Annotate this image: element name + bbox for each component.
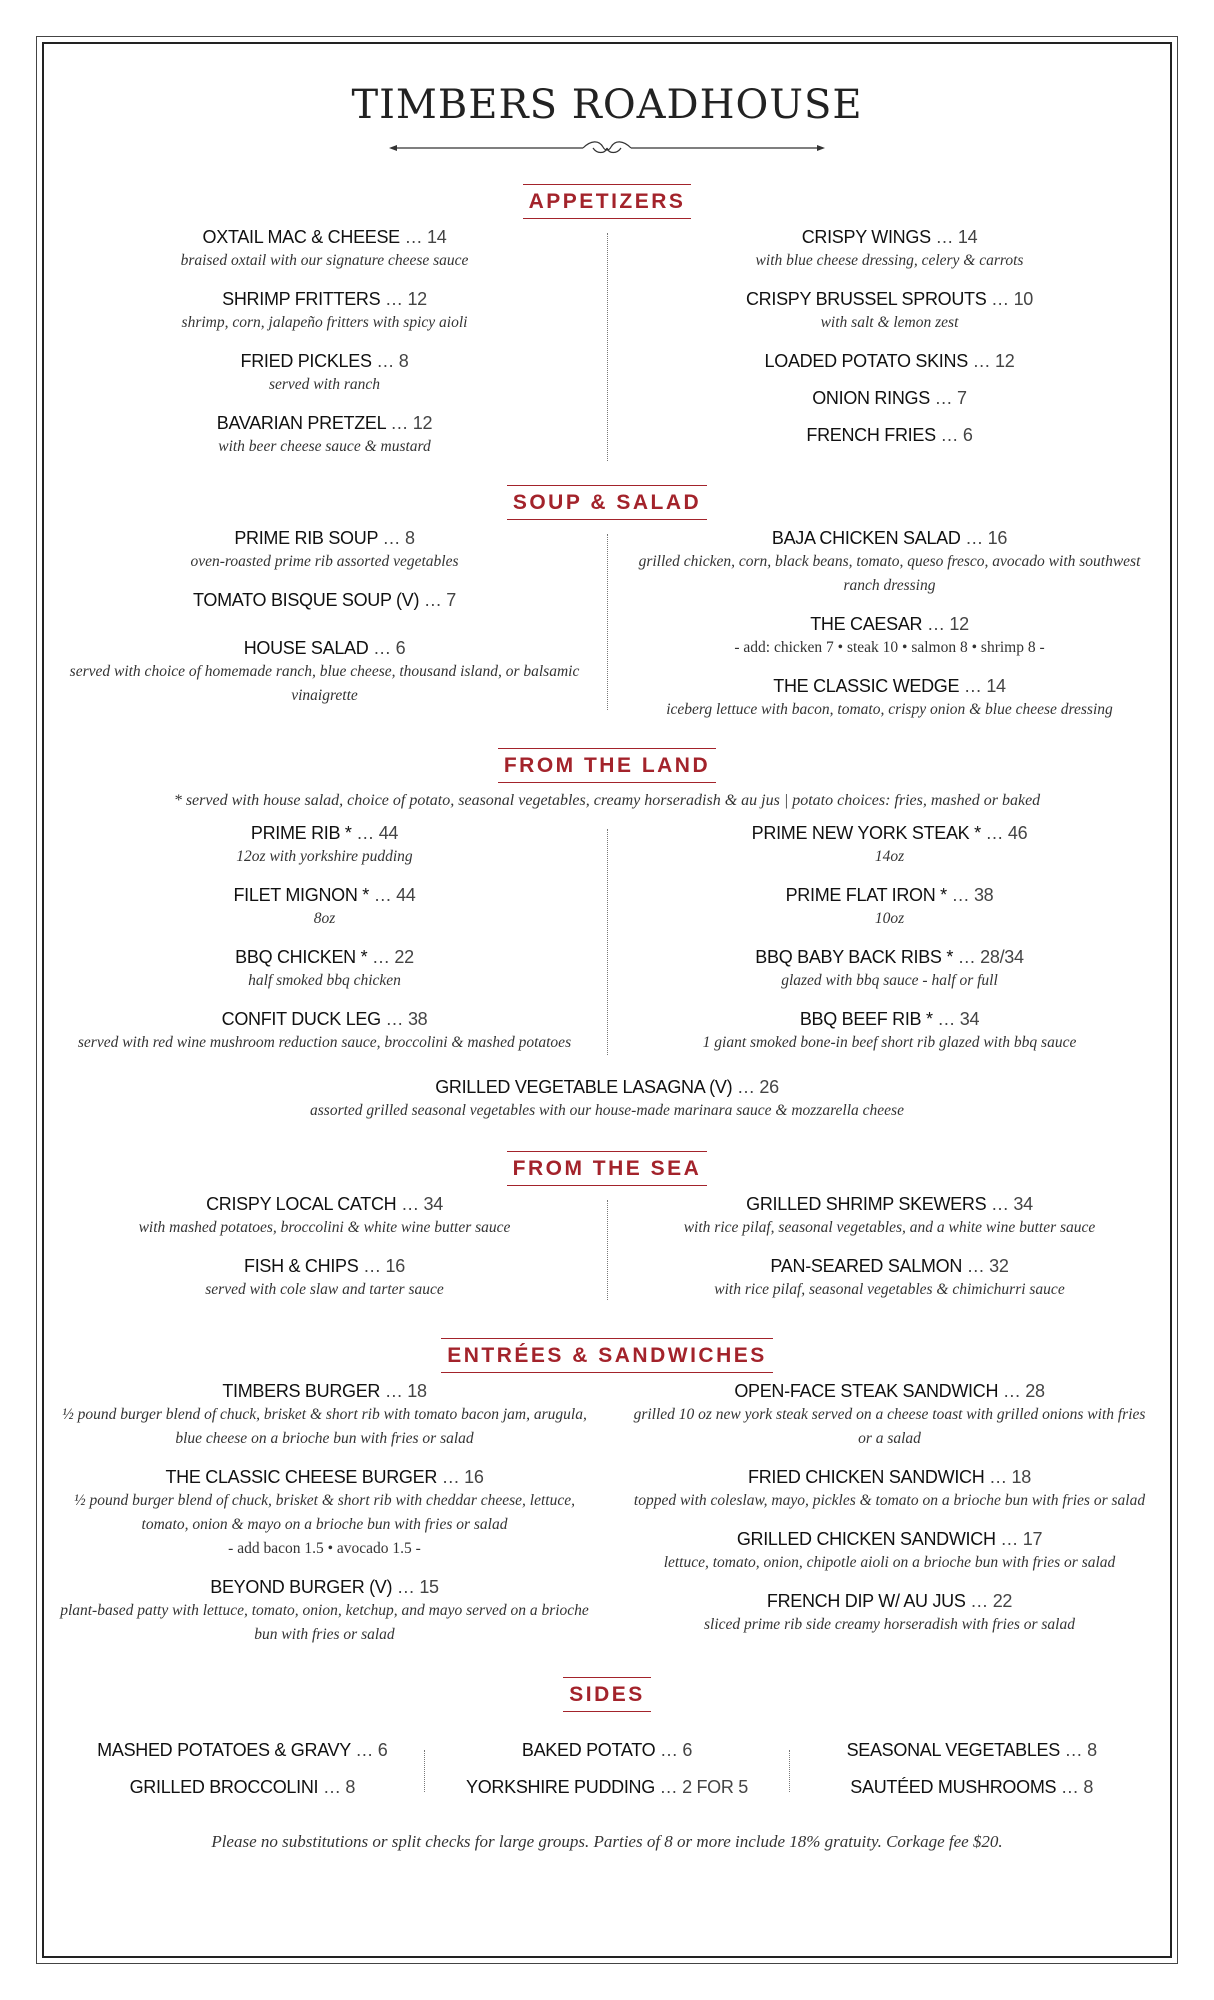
item-name: SEASONAL VEGETABLES xyxy=(846,1740,1060,1760)
item-price: 18 xyxy=(407,1381,427,1401)
from-the-land-right-column xyxy=(607,821,1154,1069)
item-description: served with cole slaw and tarter sauce xyxy=(205,1281,444,1298)
item-price: 32 xyxy=(989,1256,1009,1276)
menu-item: FRENCH FRIES … 6 xyxy=(806,425,973,445)
ornament-divider xyxy=(387,138,827,158)
item-description: ½ pound burger blend of chuck, brisket & short rib with tomato bacon jam, arugula, blue cheese on a brioche bun with fries or salad xyxy=(62,1406,587,1447)
item-price: 8 xyxy=(1083,1777,1094,1797)
item-name: PRIME NEW YORK STEAK * xyxy=(751,823,981,843)
item-price: 8 xyxy=(398,351,409,371)
item-description: with blue cheese dressing, celery & carrots xyxy=(755,252,1024,269)
item-description: served with red wine mushroom reduction sauce, broccolini & mashed potatoes xyxy=(77,1034,572,1051)
item-price: 46 xyxy=(1007,823,1028,843)
menu-item: CRISPY WINGS … 14 with blue cheese dressing, celery & carrots xyxy=(625,225,1154,273)
item-name: THE CLASSIC CHEESE BURGER xyxy=(165,1467,438,1487)
menu-item: GRILLED CHICKEN SANDWICH … 17 lettuce, tomato, onion, chipotle aioli on a brioche bun with fries or salad xyxy=(625,1527,1154,1575)
item-description: with mashed potatoes, broccolini & white wine butter sauce xyxy=(138,1219,511,1236)
item-price: 12 xyxy=(407,289,427,309)
from-the-sea-columns xyxy=(60,1192,1154,1316)
section-from-the-land xyxy=(60,748,1154,1123)
item-name: CRISPY LOCAL CATCH xyxy=(206,1194,397,1214)
item-name: MASHED POTATOES & GRAVY xyxy=(97,1740,351,1760)
item-name: FRIED PICKLES xyxy=(240,351,372,371)
menu-item: SHRIMP FRITTERS … 12 shrimp, corn, jalapeño fritters with spicy aioli xyxy=(60,287,589,335)
menu-item: OPEN-FACE STEAK SANDWICH … 28 grilled 10 oz new york steak served on a cheese toast with grilled onions with fries or a salad xyxy=(625,1379,1154,1451)
item-price: 14 xyxy=(427,227,447,247)
item-name: PAN-SEARED SALMON xyxy=(770,1256,963,1276)
menu-item: TIMBERS BURGER … 18 ½ pound burger blend of chuck, brisket & short rib with tomato bacon jam, arugula, blue cheese on a brioche bun with fries or salad xyxy=(60,1379,589,1451)
section-title-sides: SIDES xyxy=(563,1677,651,1712)
item-price: 16 xyxy=(987,528,1008,548)
item-price: 17 xyxy=(1022,1529,1043,1549)
item-name: CRISPY BRUSSEL SPROUTS xyxy=(745,289,987,309)
menu-item: GRILLED SHRIMP SKEWERS … 34 with rice pilaf, seasonal vegetables, and a white wine butter sauce xyxy=(625,1192,1154,1240)
item-description: 12oz with yorkshire pudding xyxy=(236,848,413,865)
item-description: shrimp, corn, jalapeño fritters with spicy aioli xyxy=(181,314,468,331)
item-description: with rice pilaf, seasonal vegetables, and a white wine butter sauce xyxy=(683,1219,1096,1236)
column-divider xyxy=(607,829,608,1055)
item-description: sliced prime rib side creamy horseradish with fries or salad xyxy=(704,1616,1075,1633)
item-price: 10 xyxy=(1013,289,1033,309)
item-description: with salt & lemon zest xyxy=(820,314,959,331)
item-price: 22 xyxy=(992,1591,1013,1611)
item-price: 28/34 xyxy=(980,947,1024,967)
section-heading xyxy=(60,1677,1154,1712)
menu-item: PRIME RIB * … 44 12oz with yorkshire pudding xyxy=(60,821,589,869)
column-divider xyxy=(607,534,608,710)
section-title-appetizers: APPETIZERS xyxy=(523,184,692,219)
section-heading xyxy=(60,1151,1154,1186)
item-name: FRENCH FRIES xyxy=(806,425,936,445)
menu-item: BBQ BEEF RIB * … 34 1 giant smoked bone-in beef short rib glazed with bbq sauce xyxy=(625,1007,1154,1055)
item-description: with beer cheese sauce & mustard xyxy=(218,438,431,455)
menu-item: CRISPY LOCAL CATCH … 34 with mashed potatoes, broccolini & white wine butter sauce xyxy=(60,1192,589,1240)
item-price: 34 xyxy=(1013,1194,1033,1214)
item-addon: - add: chicken 7 • steak 10 • salmon 8 • shrimp 8 - xyxy=(734,639,1045,656)
section-heading xyxy=(60,184,1154,219)
item-price: 14 xyxy=(986,676,1006,696)
menu-item: PRIME RIB SOUP … 8 oven-roasted prime rib assorted vegetables xyxy=(60,526,589,574)
item-description: with rice pilaf, seasonal vegetables & chimichurri sauce xyxy=(714,1281,1065,1298)
item-description: glazed with bbq sauce - half or full xyxy=(781,972,998,989)
section-heading xyxy=(60,748,1154,783)
item-price: 6 xyxy=(377,1740,388,1760)
menu-item: OXTAIL MAC & CHEESE … 14 braised oxtail with our signature cheese sauce xyxy=(60,225,589,273)
item-name: OXTAIL MAC & CHEESE xyxy=(202,227,400,247)
item-price: 12 xyxy=(949,614,969,634)
item-price: 7 xyxy=(957,388,967,408)
item-name: GRILLED SHRIMP SKEWERS xyxy=(746,1194,987,1214)
entrees-columns xyxy=(60,1379,1154,1661)
item-price: 7 xyxy=(446,590,456,610)
item-name: BBQ CHICKEN * xyxy=(235,947,368,967)
item-price: 15 xyxy=(419,1577,439,1597)
section-title-from-the-sea: FROM THE SEA xyxy=(507,1151,708,1186)
menu-item: FRIED PICKLES … 8 served with ranch xyxy=(60,349,589,397)
item-name: PRIME RIB * xyxy=(250,823,352,843)
menu-item: FISH & CHIPS … 16 served with cole slaw and tarter sauce xyxy=(60,1254,589,1302)
item-name: GRILLED BROCCOLINI xyxy=(129,1777,319,1797)
menu-item: PRIME FLAT IRON * … 38 10oz xyxy=(625,883,1154,931)
side-item: MASHED POTATOES & GRAVY … 6 xyxy=(97,1740,388,1760)
soup-salad-columns xyxy=(60,526,1154,736)
menu-item: FRENCH DIP W/ AU JUS … 22 sliced prime rib side creamy horseradish with fries or salad xyxy=(625,1589,1154,1637)
side-item: SEASONAL VEGETABLES … 8 xyxy=(846,1740,1097,1760)
menu-item: BAVARIAN PRETZEL … 12 with beer cheese sauce & mustard xyxy=(60,411,589,459)
item-description: lettuce, tomato, onion, chipotle aioli on a brioche bun with fries or salad xyxy=(663,1554,1116,1571)
item-name: HOUSE SALAD xyxy=(243,638,369,658)
section-title-soup-salad: SOUP & SALAD xyxy=(507,485,707,520)
item-price: 6 xyxy=(962,425,973,445)
item-name: GRILLED CHICKEN SANDWICH xyxy=(736,1529,996,1549)
menu-item: TOMATO BISQUE SOUP (V) … 7 xyxy=(193,590,456,610)
item-price: 16 xyxy=(464,1467,484,1487)
item-price: 28 xyxy=(1025,1381,1045,1401)
menu-item-centered: GRILLED VEGETABLE LASAGNA (V) … 26 assorted grilled seasonal vegetables with our house-made marinara sauce & mozzarella cheese xyxy=(60,1075,1154,1123)
item-price: 22 xyxy=(394,947,414,967)
menu-item: THE CLASSIC WEDGE … 14 iceberg lettuce with bacon, tomato, crispy onion & blue cheese dressing xyxy=(625,674,1154,722)
item-description: served with choice of homemade ranch, blue cheese, thousand island, or balsamic vinaigrette xyxy=(69,663,580,704)
sides-column-2 xyxy=(425,1738,790,1812)
item-name: TOMATO BISQUE SOUP (V) xyxy=(193,590,420,610)
menu-item: THE CAESAR … 12 - add: chicken 7 • steak 10 • salmon 8 • shrimp 8 - xyxy=(625,612,1154,660)
column-divider xyxy=(789,1750,790,1792)
section-appetizers xyxy=(60,184,1154,473)
item-description: half smoked bbq chicken xyxy=(248,972,401,989)
menu-item: CONFIT DUCK LEG … 38 served with red wine mushroom reduction sauce, broccolini & mashed potatoes xyxy=(60,1007,589,1055)
item-name: PRIME RIB SOUP xyxy=(234,528,378,548)
item-name: CRISPY WINGS xyxy=(801,227,931,247)
menu-item: FILET MIGNON * … 44 8oz xyxy=(60,883,589,931)
item-price: 6 xyxy=(395,638,406,658)
entrees-right-column xyxy=(607,1379,1154,1661)
item-description: braised oxtail with our signature cheese sauce xyxy=(180,252,469,269)
item-price: 26 xyxy=(759,1077,779,1097)
item-name: BBQ BEEF RIB * xyxy=(799,1009,933,1029)
from-the-sea-right-column xyxy=(607,1192,1154,1316)
item-name: THE CLASSIC WEDGE xyxy=(773,676,960,696)
item-name: FILET MIGNON * xyxy=(233,885,369,905)
item-description: 14oz xyxy=(874,848,905,865)
item-price: 44 xyxy=(378,823,399,843)
item-price: 16 xyxy=(385,1256,405,1276)
item-description: grilled 10 oz new york steak served on a cheese toast with grilled onions with fries or a salad xyxy=(633,1406,1146,1447)
item-price: 8 xyxy=(404,528,415,548)
column-divider xyxy=(607,233,608,461)
item-price: 34 xyxy=(959,1009,980,1029)
menu-item: PAN-SEARED SALMON … 32 with rice pilaf, seasonal vegetables & chimichurri sauce xyxy=(625,1254,1154,1302)
item-price: 14 xyxy=(957,227,978,247)
item-name: LOADED POTATO SKINS xyxy=(764,351,968,371)
from-the-land-left-column xyxy=(60,821,607,1069)
item-name: BBQ BABY BACK RIBS * xyxy=(755,947,954,967)
section-title-from-the-land: FROM THE LAND xyxy=(498,748,716,783)
item-price: 38 xyxy=(973,885,994,905)
item-description: topped with coleslaw, mayo, pickles & tomato on a brioche bun with fries or salad xyxy=(633,1492,1146,1509)
section-heading xyxy=(60,1338,1154,1373)
item-description: assorted grilled seasonal vegetables with our house-made marinara sauce & mozzarella cheese xyxy=(310,1102,904,1119)
menu-item: BBQ BABY BACK RIBS * … 28/34 glazed with bbq sauce - half or full xyxy=(625,945,1154,993)
menu-item: FRIED CHICKEN SANDWICH … 18 topped with coleslaw, mayo, pickles & tomato on a brioche bun with fries or salad xyxy=(625,1465,1154,1513)
column-divider xyxy=(607,1200,608,1300)
item-description: ½ pound burger blend of chuck, brisket & short rib with cheddar cheese, lettuce, tomato, onion & mayo on a brioche bun with fries or salad xyxy=(74,1492,575,1533)
item-description: iceberg lettuce with bacon, tomato, crispy onion & blue cheese dressing xyxy=(666,701,1113,718)
sides-columns xyxy=(60,1738,1154,1812)
section-sides xyxy=(60,1677,1154,1812)
item-price: 12 xyxy=(412,413,433,433)
item-name: THE CAESAR xyxy=(810,614,923,634)
column-divider xyxy=(424,1750,425,1792)
item-name: FISH & CHIPS xyxy=(244,1256,359,1276)
menu-item: PRIME NEW YORK STEAK * … 46 14oz xyxy=(625,821,1154,869)
side-item: YORKSHIRE PUDDING … 2 FOR 5 xyxy=(466,1777,748,1797)
item-description: 10oz xyxy=(874,910,905,927)
item-name: CONFIT DUCK LEG xyxy=(221,1009,381,1029)
item-addon: - add bacon 1.5 • avocado 1.5 - xyxy=(228,1540,421,1557)
from-the-sea-left-column xyxy=(60,1192,607,1316)
section-note: * served with house salad, choice of potato, seasonal vegetables, creamy horseradish & au jus | potato choices: fries, mashed or baked xyxy=(173,792,1041,809)
item-price: 6 xyxy=(682,1740,693,1760)
item-description: 8oz xyxy=(313,910,336,927)
appetizers-right-column xyxy=(607,225,1154,473)
section-soup-salad xyxy=(60,485,1154,736)
sides-column-3 xyxy=(789,1738,1154,1812)
appetizers-columns xyxy=(60,225,1154,473)
item-description: served with ranch xyxy=(268,376,381,393)
item-description: 1 giant smoked bone-in beef short rib glazed with bbq sauce xyxy=(702,1034,1077,1051)
item-name: SHRIMP FRITTERS xyxy=(222,289,381,309)
side-item: GRILLED BROCCOLINI … 8 xyxy=(129,1777,356,1797)
appetizers-left-column xyxy=(60,225,607,473)
menu-page xyxy=(60,60,1154,1852)
item-description: grilled chicken, corn, black beans, tomato, queso fresco, avocado with southwest ranch dressing xyxy=(638,553,1141,594)
soup-salad-left-column xyxy=(60,526,607,736)
item-description: oven-roasted prime rib assorted vegetables xyxy=(190,553,459,570)
item-price: 34 xyxy=(423,1194,443,1214)
menu-item: BBQ CHICKEN * … 22 half smoked bbq chicken xyxy=(60,945,589,993)
item-name: FRIED CHICKEN SANDWICH xyxy=(748,1467,985,1487)
menu-item: LOADED POTATO SKINS … 12 xyxy=(764,351,1015,371)
footer-note: Please no substitutions or split checks for large groups. Parties of 8 or more include 18% gratuity. Corkage fee $20. xyxy=(211,1832,1003,1851)
soup-salad-right-column xyxy=(607,526,1154,736)
section-entrees-sandwiches xyxy=(60,1338,1154,1661)
item-name: BEYOND BURGER (V) xyxy=(210,1577,393,1597)
item-name: TIMBERS BURGER xyxy=(222,1381,381,1401)
item-price: 2 FOR 5 xyxy=(682,1777,748,1797)
section-from-the-sea xyxy=(60,1151,1154,1316)
section-title-entrees-sandwiches: ENTRÉES & SANDWICHES xyxy=(441,1338,773,1373)
menu-item: THE CLASSIC CHEESE BURGER … 16 ½ pound burger blend of chuck, brisket & short rib with cheddar cheese, lettuce, tomato, onion & mayo on a brioche bun with fries or salad - add bacon 1.5 • avocado 1.5 - xyxy=(60,1465,589,1561)
item-name: ONION RINGS xyxy=(812,388,930,408)
section-heading xyxy=(60,485,1154,520)
item-name: YORKSHIRE PUDDING xyxy=(466,1777,655,1797)
item-price: 18 xyxy=(1011,1467,1031,1487)
menu-item: HOUSE SALAD … 6 served with choice of homemade ranch, blue cheese, thousand island, or balsamic vinaigrette xyxy=(60,636,589,708)
item-name: FRENCH DIP W/ AU JUS xyxy=(766,1591,966,1611)
item-price: 8 xyxy=(345,1777,356,1797)
item-name: OPEN-FACE STEAK SANDWICH xyxy=(734,1381,999,1401)
item-name: PRIME FLAT IRON * xyxy=(785,885,947,905)
item-price: 38 xyxy=(407,1009,428,1029)
item-price: 8 xyxy=(1087,1740,1097,1760)
item-name: BAVARIAN PRETZEL xyxy=(216,413,386,433)
menu-item: CRISPY BRUSSEL SPROUTS … 10 with salt & lemon zest xyxy=(625,287,1154,335)
entrees-left-column xyxy=(60,1379,607,1661)
item-name: SAUTÉED MUSHROOMS xyxy=(850,1777,1057,1797)
item-price: 44 xyxy=(396,885,416,905)
menu-item: ONION RINGS … 7 xyxy=(812,388,967,408)
from-the-land-columns xyxy=(60,821,1154,1069)
item-price: 12 xyxy=(995,351,1015,371)
item-name: BAJA CHICKEN SALAD xyxy=(771,528,961,548)
menu-item: BEYOND BURGER (V) … 15 plant-based patty with lettuce, tomato, onion, ketchup, and mayo served on a brioche bun with fries or salad xyxy=(60,1575,589,1647)
item-name: GRILLED VEGETABLE LASAGNA (V) xyxy=(435,1077,733,1097)
restaurant-name: TIMBERS ROADHOUSE xyxy=(351,82,863,128)
item-description: plant-based patty with lettuce, tomato, onion, ketchup, and mayo served on a brioche bun with fries or salad xyxy=(60,1602,589,1643)
menu-item: BAJA CHICKEN SALAD … 16 grilled chicken, corn, black beans, tomato, queso fresco, avocado with southwest ranch dressing xyxy=(625,526,1154,598)
sides-column-1 xyxy=(60,1738,425,1812)
side-item: SAUTÉED MUSHROOMS … 8 xyxy=(850,1777,1094,1797)
side-item: BAKED POTATO … 6 xyxy=(521,1740,693,1760)
item-name: BAKED POTATO xyxy=(521,1740,656,1760)
